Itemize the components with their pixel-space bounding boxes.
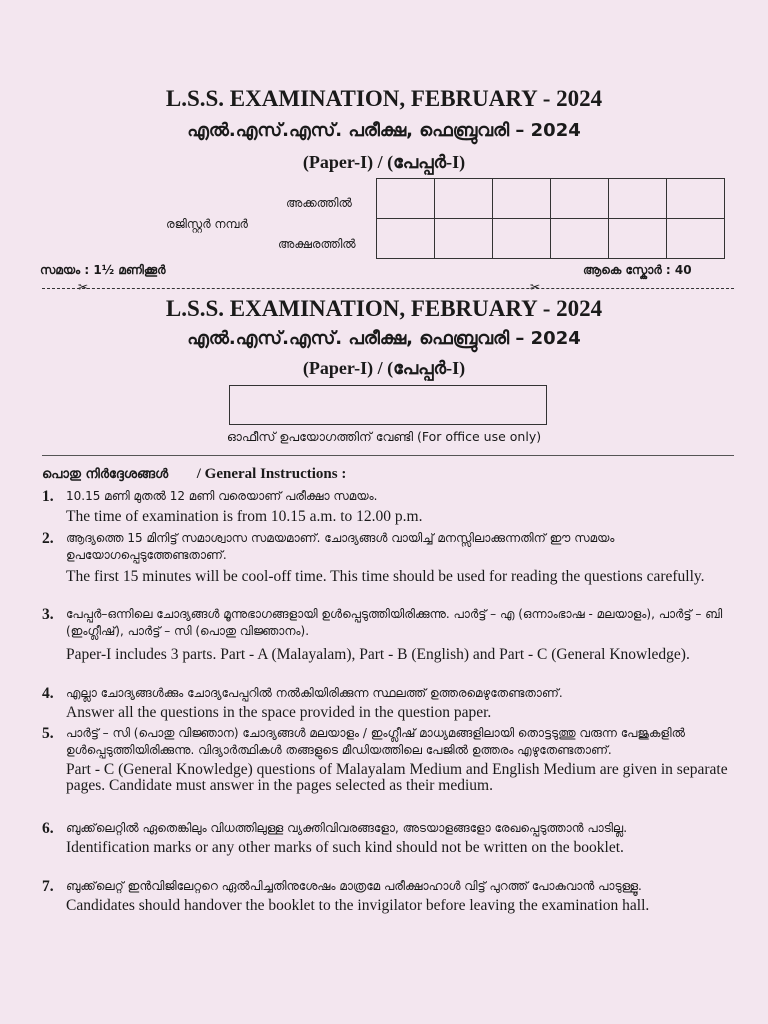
instruction-number: 4.: [42, 685, 54, 702]
instructions-heading-ml: പൊതു നിർദ്ദേശങ്ങൾ: [42, 467, 169, 482]
instruction-number: 3.: [42, 606, 54, 623]
instruction-en: The time of examination is from 10.15 a.m. to 12.00 p.m.: [66, 508, 423, 525]
instruction-ml: പാർട്ട് – സി (പൊതു വിജ്ഞാന) ചോദ്യങ്ങൾ മലയാളം / ഇംഗ്ലീഷ് മാധ്യമങ്ങളിലായി തൊട്ടടുത്തു വരുന്ന പേജുകളിൽ ഉൾപ്പെടുത്തിയിരിക്കുന്നു. വിദ്യാർത്ഥികൾ തങ്ങളുടെ മീഡിയത്തിലെ പേജിൽ ഉത്തരം എഴുതേണ്ടതാണ്.: [66, 726, 685, 757]
register-cell[interactable]: [667, 179, 725, 219]
office-exam-title: L.S.S. EXAMINATION, FEBRUARY - 2024: [165, 296, 603, 321]
register-number-label: രജിസ്റ്റർ നമ്പർ: [166, 217, 248, 231]
office-exam-title-malayalam: എൽ.എസ്.എസ്. പരീക്ഷ, ഫെബ്രുവരി – 2024: [187, 328, 581, 349]
instruction-ml: പേപ്പർ–ഒന്നിലെ ചോദ്യങ്ങൾ മൂന്നുഭാഗങ്ങളായി ഉൾപ്പെടുത്തിയിരിക്കുന്നു. പാർട്ട് – എ (ഒന്നാംഭാഷ - മലയാളം), പാർട്ട് – ബി (ഇംഗ്ലീഷ്), പാർട്ട് – സി (പൊതു വിജ്ഞാനം).: [66, 607, 723, 638]
register-cell[interactable]: [493, 219, 551, 259]
instruction-ml: എല്ലാ ചോദ്യങ്ങൾക്കും ചോദ്യപേപ്പറിൽ നൽകിയിരിക്കുന്ന സ്ഥലത്ത് ഉത്തരമെഴുതേണ്ടതാണ്.: [66, 686, 563, 700]
register-words-row[interactable]: [377, 219, 725, 259]
register-digits-label: അക്കത്തിൽ: [286, 196, 352, 210]
register-cell[interactable]: [493, 179, 551, 219]
instruction-item: [42, 878, 742, 914]
register-cell[interactable]: [435, 219, 493, 259]
instruction-number: 5.: [42, 725, 54, 742]
instruction-number: 2.: [42, 530, 54, 547]
register-cell[interactable]: [609, 179, 667, 219]
register-cell[interactable]: [435, 179, 493, 219]
register-cell[interactable]: [377, 179, 435, 219]
instruction-en: Answer all the questions in the space provided in the question paper.: [66, 704, 492, 721]
instruction-en: Identification marks or any other marks of such kind should not be written on the booklet.: [66, 839, 624, 856]
time-allowed: സമയം : 1½ മണിക്കൂർ: [40, 263, 166, 277]
register-cell[interactable]: [667, 219, 725, 259]
divider: [42, 455, 734, 456]
instruction-number: 7.: [42, 878, 54, 895]
instruction-item: [42, 685, 742, 721]
register-cell[interactable]: [551, 179, 609, 219]
scissors-icon: ✂: [78, 280, 89, 294]
instruction-en: Candidates should handover the booklet to the invigilator before leaving the examination hall.: [66, 897, 650, 914]
instruction-number: 1.: [42, 488, 54, 505]
cut-line: [42, 288, 734, 289]
office-use-box: [229, 385, 547, 425]
office-use-label: ഓഫീസ് ഉപയോഗത്തിന് വേണ്ടി (For office use only): [226, 429, 542, 444]
instruction-item: [42, 606, 742, 663]
total-score: ആകെ സ്കോർ : 40: [583, 263, 692, 277]
instruction-ml: ആദ്യത്തെ 15 മിനിട്ട് സമാശ്വാസ സമയമാണ്. ചോദ്യങ്ങൾ വായിച്ച് മനസ്സിലാക്കുന്നതിന് ഈ സമയം ഉപയോഗപ്പെടുത്തേണ്ടതാണ്.: [66, 531, 615, 562]
instruction-en: Paper-I includes 3 parts. Part - A (Malayalam), Part - B (English) and Part - C (General Knowledge).: [66, 646, 690, 663]
instruction-en: The first 15 minutes will be cool-off time. This time should be used for reading the questions carefully.: [66, 568, 705, 585]
instruction-item: [42, 530, 742, 585]
instruction-ml: 10.15 മണി മുതൽ 12 മണി വരെയാണ് പരീക്ഷാ സമയം.: [66, 489, 378, 503]
instruction-ml: ബുക്ക്‌ലെറ്റിൽ ഏതെങ്കിലും വിധത്തിലുള്ള വ്യക്തിവിവരങ്ങളോ, അടയാളങ്ങളോ രേഖപ്പെടുത്താൻ പാടില്ല.: [66, 821, 628, 835]
instruction-item: [42, 488, 742, 525]
instructions-heading: [42, 466, 346, 482]
instruction-item: [42, 725, 742, 794]
register-words-label: അക്ഷരത്തിൽ: [278, 237, 356, 251]
paper-label: (Paper-I) / (പേപ്പർ-I): [302, 152, 466, 172]
instruction-item: [42, 820, 742, 856]
instruction-ml: ബുക്ക്‌ലെറ്റ് ഇൻവിജിലേറ്ററെ ഏൽപിച്ചതിനുശേഷം മാത്രമേ പരീക്ഷാഹാൾ വിട്ട് പുറത്ത് പോകുവാൻ പാടുള്ളൂ.: [66, 879, 642, 893]
register-number-grid[interactable]: [376, 178, 725, 259]
register-digits-row[interactable]: [377, 179, 725, 219]
exam-title-malayalam: എൽ.എസ്.എസ്. പരീക്ഷ, ഫെബ്രുവരി – 2024: [187, 120, 581, 141]
scissors-icon: ✂: [530, 280, 541, 294]
instruction-en: Part - C (General Knowledge) questions of Malayalam Medium and English Medium are given in separate pages. Candidate must answer in the pages selected as their medium.: [66, 761, 728, 794]
register-cell[interactable]: [609, 219, 667, 259]
exam-title: L.S.S. EXAMINATION, FEBRUARY - 2024: [165, 86, 603, 111]
register-cell[interactable]: [377, 219, 435, 259]
office-paper-label: (Paper-I) / (പേപ്പർ-I): [302, 358, 466, 378]
instruction-number: 6.: [42, 820, 54, 837]
instructions-heading-en: / General Instructions :: [196, 466, 347, 482]
register-cell[interactable]: [551, 219, 609, 259]
